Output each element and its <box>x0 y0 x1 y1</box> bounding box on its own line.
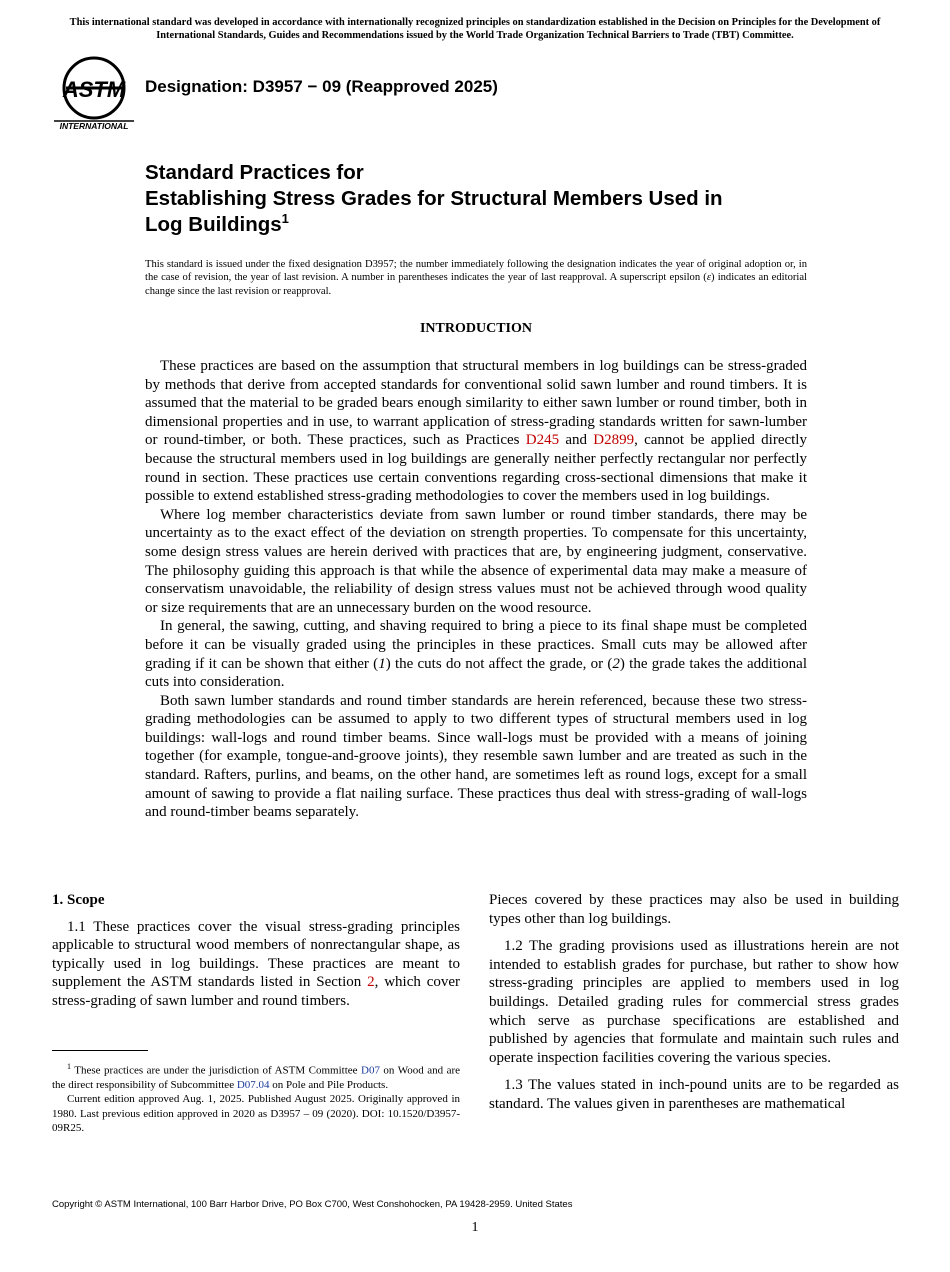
ref-link-d07-04[interactable]: D07.04 <box>236 1078 270 1091</box>
designation: Designation: D3957 − 09 (Reapproved 2025) <box>145 77 498 96</box>
footnote-text-b: on Wood and are the direct responsibility of Subcommittee <box>52 1064 460 1091</box>
scope-1-1-text-a: 1.1 These practices cover the visual stress-grading principles applicable to structural wood members of nonrectangular shape, as typically used in log buildings. These practices are meant to supplement the ASTM standards listed in Section <box>52 918 460 991</box>
intro-p3-num-2: 2 <box>612 655 620 672</box>
svg-text:INTERNATIONAL: INTERNATIONAL <box>59 121 129 131</box>
title-line-2: Establishing Stress Grades for Structural Members Used in <box>145 187 723 210</box>
footnotes <box>52 1060 460 1135</box>
intro-paragraph-3 <box>145 617 807 691</box>
copyright-line: Copyright © ASTM International, 100 Barr Harbor Drive, PO Box C700, West Conshohocken, PA 19428-2959. United States <box>52 1199 573 1210</box>
footnote-edition: Current edition approved Aug. 1, 2025. Published August 2025. Originally approved in 1980. Last previous edition approved in 2020 as D3957 – 09 (2020). DOI: 10.1520/D3957-09R25. <box>52 1093 460 1134</box>
title-footnote-mark: 1 <box>281 211 289 227</box>
svg-text:ASTM: ASTM <box>62 77 126 102</box>
intro-paragraph-1 <box>145 357 807 506</box>
intro-paragraph-2: Where log member characteristics deviate from sawn lumber or round timber standards, there may be uncertainty as to the exact effect of the deviation on strength properties. To compensate for this uncertainty, some design stress values are herein derived with practices that are, by engineering judgment, conservative. The philosophy guiding this approach is that while the absence of experimental data may make a measure of conservatism unavoidable, the reliability of design stress values must not be achieved through wood quality or size requirements that are an unnecessary burden on the wood resource. <box>145 506 807 616</box>
scope-1-1 <box>52 918 460 1011</box>
footnote-1 <box>52 1060 460 1092</box>
scope-left-column <box>52 891 460 1011</box>
scope-1-2: 1.2 The grading provisions used as illustrations herein are not intended to establish grades for purchase, but rather to show how stress-grading principles are applied to members used in log buildings. Detailed grading rules for commercial stress grades which serve as purchase specifications are established and published by agencies that formulate and maintain such rules and operate inspection facilities covering the various species. <box>489 938 899 1066</box>
intro-p3-num-1: 1 <box>378 655 386 672</box>
title-line-3-text: Log Buildings <box>145 213 282 236</box>
title-line-3 <box>145 212 845 238</box>
footnote-divider <box>52 1050 148 1051</box>
intro-p1-text-b: , cannot be applied directly because the structural members used in log buildings are generally neither perfectly rectangular nor perfectly round in section. These practices use certain conventions regarding cross-sectional dimensions that make it possible to extend established stress-grading methodologies to cover the members used in log buildings. <box>145 432 807 505</box>
ref-link-d245[interactable]: D245 <box>525 432 560 449</box>
footnote-mark: 1 <box>67 1062 71 1071</box>
issuance-text-before: This standard is issued under the fixed designation D3957; the number immediately following the designation indicates the year of original adoption or, in the case of revision, the year of last revision. A number in parentheses indicates the year of last reapproval. A superscript epsilon ( <box>145 259 807 284</box>
document-title <box>145 160 845 238</box>
intro-p3-text-b: ) the cuts do not affect the grade, or ( <box>385 655 613 672</box>
epsilon-symbol: ε <box>706 272 711 284</box>
intro-p3-text-a: In general, the sawing, cutting, and shaving required to bring a piece to its final shape must be completed before it can be visually graded using the principles in these practices. Small cuts may be allowed after grading if it can be shown that either ( <box>145 618 807 672</box>
intro-p3-text-c: ) the grade takes the additional cuts into consideration. <box>145 655 807 691</box>
page-number: 1 <box>471 1220 479 1235</box>
footnote-text-a: These practices are under the jurisdiction of ASTM Committee <box>71 1064 361 1077</box>
issuance-statement <box>145 258 807 298</box>
intro-paragraph-4: Both sawn lumber standards and round timber standards are herein referenced, because these two stress-grading methodologies can be assumed to apply to two different types of structural members used in log buildings: wall-logs and round timber beams. Since wall-logs must be provided with a means of joining together (for example, tongue-and-groove joints), they resemble sawn lumber and are treated as such in the standard. Rafters, purlins, and beams, on the other hand, are sometimes left as round logs, except for a small amount of sawing to provide a flat nailing surface. These practices thus deal with stress-grading of wall-logs and round-timber beams separately. <box>145 692 807 821</box>
scope-1-3: 1.3 The values stated in inch-pound units are to be regarded as standard. The values given in parentheses are mathematical <box>489 1077 899 1112</box>
scope-1-1-continued: Pieces covered by these practices may also be used in building types other than log buildings. <box>489 892 899 927</box>
astm-logo <box>52 55 136 131</box>
introduction-heading: INTRODUCTION <box>419 321 532 336</box>
scope-right-column <box>489 891 899 1123</box>
footnote-text-c: on Pole and Pile Products. <box>269 1078 389 1091</box>
intro-p1-and: and <box>559 432 594 449</box>
title-line-1: Standard Practices for <box>145 161 364 184</box>
ref-link-d2899[interactable]: D2899 <box>593 432 635 449</box>
introduction-body <box>145 357 807 822</box>
scope-1-1-text-b: , which cover stress-grading of sawn lumber and round timbers. <box>52 974 461 1009</box>
ref-link-d07[interactable]: D07 <box>361 1064 380 1077</box>
intro-p1-text-a: These practices are based on the assumption that structural members in log buildings can be stress-graded by methods that derive from accepted standards for conventional solid sawn lumber and round timbers. It is assumed that the material to be graded bears enough similarity to either sawn lumber or round timber, both in dimensional properties and in use, to warrant application of stress-grading standards written for sawn-lumber or round-timber, or both. These practices, such as Practices <box>145 358 807 449</box>
issuance-text-after: ) indicates an editorial change since the last revision or reapproval. <box>145 272 807 297</box>
scope-heading: 1. Scope <box>52 892 105 908</box>
wto-notice: This international standard was developed in accordance with internationally recognized principles on standardization established in the Decision on Principles for the Development of International Standards, Guides and Recommendations issued by the World Trade Organization Technical Barriers to Trade (TBT) Committee. <box>69 17 881 41</box>
ref-link-section-2[interactable]: 2 <box>367 974 375 991</box>
